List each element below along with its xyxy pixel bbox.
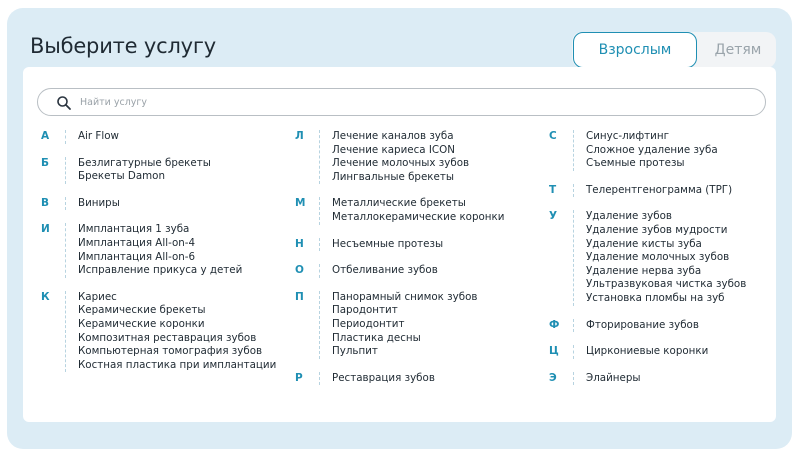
services-card (23, 67, 776, 422)
service-link[interactable]: Керамические брекеты (78, 304, 206, 317)
group-letter: П (295, 290, 304, 303)
service-link[interactable]: Сложное удаление зуба (586, 143, 718, 156)
service-group (41, 157, 276, 184)
service-group (549, 210, 746, 305)
service-list (573, 345, 708, 359)
service-list (65, 223, 242, 277)
service-list (573, 319, 699, 333)
service-link[interactable]: Пародонтит (332, 304, 398, 317)
service-group (295, 291, 504, 359)
service-list (65, 197, 120, 211)
service-group (41, 197, 276, 211)
search-input[interactable] (80, 93, 740, 111)
service-link[interactable]: Удаление нерва зуба (586, 264, 702, 277)
service-link[interactable]: Телерентгенограмма (ТРГ) (586, 183, 733, 196)
tab-adults[interactable]: Взрослым (573, 32, 697, 68)
group-letter: Н (295, 237, 304, 250)
service-group (295, 197, 504, 224)
service-link[interactable]: Имплантация All-on-4 (78, 236, 196, 249)
search-icon (56, 95, 72, 111)
service-link[interactable]: Лечение каналов зуба (332, 130, 454, 142)
service-link[interactable]: Лечение молочных зубов (332, 157, 470, 170)
search-box[interactable] (37, 88, 766, 116)
service-link[interactable]: Металлокерамические коронки (332, 210, 505, 223)
service-link[interactable]: Установка пломбы на зуб (586, 291, 725, 304)
service-group (41, 130, 276, 144)
group-letter: В (41, 196, 50, 209)
service-link[interactable]: Несъемные протезы (332, 237, 444, 250)
services-column-1 (41, 130, 276, 385)
service-group (549, 319, 746, 333)
group-letter: Л (295, 130, 304, 142)
service-list (65, 130, 119, 144)
services-column-2 (295, 130, 504, 398)
service-list (319, 372, 435, 386)
service-link[interactable]: Удаление зубов (586, 210, 672, 223)
service-list (319, 264, 438, 278)
group-letter: Ц (549, 345, 559, 358)
service-list (573, 372, 641, 386)
services-column-3 (549, 130, 746, 398)
group-letter: К (41, 290, 50, 303)
service-group (41, 291, 276, 373)
service-link[interactable]: Кариес (78, 290, 117, 303)
group-letter: М (295, 197, 306, 210)
group-letter: Б (41, 156, 50, 169)
group-letter: А (41, 130, 50, 142)
audience-toggle (572, 32, 776, 68)
service-list (319, 197, 504, 224)
service-group (41, 223, 276, 277)
service-list (573, 184, 732, 198)
group-letter: С (549, 130, 557, 142)
service-link[interactable]: Панорамный снимок зубов (332, 290, 478, 303)
service-link[interactable]: Air Flow (78, 130, 119, 142)
group-letter: Ф (549, 318, 560, 331)
service-group (549, 184, 746, 198)
service-link[interactable]: Элайнеры (586, 371, 641, 384)
service-link[interactable]: Синус-лифтинг (586, 130, 669, 142)
service-link[interactable]: Съемные протезы (586, 157, 685, 170)
page-title: Выберите услугу (30, 34, 216, 58)
service-group (295, 264, 504, 278)
service-group (549, 345, 746, 359)
service-list (573, 130, 718, 171)
service-list (573, 210, 746, 305)
service-link[interactable]: Ультразвуковая чистка зубов (586, 278, 747, 291)
service-link[interactable]: Реставрация зубов (332, 371, 435, 384)
service-link[interactable]: Виниры (78, 196, 120, 209)
group-letter: Р (295, 371, 303, 384)
service-link[interactable]: Периодонтит (332, 317, 405, 330)
service-link[interactable]: Пластика десны (332, 331, 421, 344)
service-group (295, 130, 504, 184)
service-link[interactable]: Лечение кариеса ICON (332, 143, 455, 156)
service-link[interactable]: Металлические брекеты (332, 197, 466, 210)
group-letter: О (295, 264, 304, 277)
service-list (319, 291, 477, 359)
service-link[interactable]: Циркониевые коронки (586, 345, 709, 358)
group-letter: У (549, 210, 558, 223)
group-letter: Т (549, 183, 557, 196)
service-group (549, 130, 746, 171)
service-link[interactable]: Имплантация All-on-6 (78, 250, 196, 263)
service-list (65, 291, 276, 373)
service-link[interactable]: Фторирование зубов (586, 318, 699, 331)
group-letter: Э (549, 371, 557, 384)
service-list (319, 238, 443, 252)
service-list (65, 157, 211, 184)
service-link[interactable]: Брекеты Damon (78, 170, 165, 183)
service-link[interactable]: Удаление зубов мудрости (586, 223, 728, 236)
service-link[interactable]: Композитная реставрация зубов (78, 331, 257, 344)
service-link[interactable]: Удаление молочных зубов (586, 251, 730, 264)
service-link[interactable]: Компьютерная томография зубов (78, 345, 263, 358)
service-group (549, 372, 746, 386)
service-link[interactable]: Имплантация 1 зуба (78, 223, 190, 236)
service-link[interactable]: Лингвальные брекеты (332, 170, 454, 183)
group-letter: И (41, 223, 50, 236)
service-link[interactable]: Костная пластика при имплантации (78, 358, 277, 371)
tab-kids[interactable]: Детям (714, 42, 762, 58)
service-link[interactable]: Керамические коронки (78, 317, 205, 330)
service-group (295, 372, 504, 386)
service-link[interactable]: Безлигатурные брекеты (78, 156, 211, 169)
service-link[interactable]: Удаление кисты зуба (586, 237, 702, 250)
service-list (319, 130, 469, 184)
service-link[interactable]: Пульпит (332, 345, 378, 358)
service-link[interactable]: Исправление прикуса у детей (78, 264, 243, 277)
service-group (295, 238, 504, 252)
service-link[interactable]: Отбеливание зубов (332, 264, 438, 277)
